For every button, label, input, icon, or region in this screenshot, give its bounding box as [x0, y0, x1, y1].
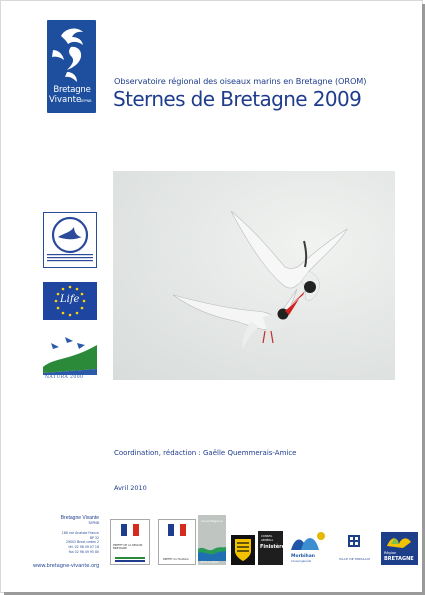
region-bretagne-emblem-icon: [381, 532, 418, 550]
address-line: tél. 02 98 49 07 18: [68, 545, 99, 550]
conseil-regional-logo: [198, 515, 226, 565]
coordination-credit: Coordination, rédaction : Gaëlle Quemmerais-Amice: [114, 449, 297, 457]
document-subtitle: Observatoire régional des oiseaux marins en Bretagne (OROM): [114, 76, 367, 86]
cover-photo: [113, 171, 395, 380]
region-bretagne-text: Région: [384, 551, 397, 555]
morbihan-logo: [287, 530, 329, 565]
address-line: 186 rue Anatole France: [61, 530, 99, 535]
natura-label: NATURA 2000: [45, 375, 84, 380]
morbihan-label: Morbihan: [291, 554, 315, 559]
bretagne-vivante-logo: [47, 20, 96, 113]
org-sub: SEPNB: [88, 521, 99, 525]
logo-text: Bretagne: [53, 85, 91, 95]
morlaix-emblem-icon: [339, 531, 369, 553]
cotes-armor-label: CÔTES D'ARMOR: [200, 561, 219, 564]
org-name: Bretagne Vivante: [60, 515, 99, 521]
prefet-region-logo: [110, 519, 150, 565]
tern-lower: [173, 289, 299, 349]
morlaix-logo: [339, 531, 369, 565]
conseil-regional-label: Conseil Régional: [201, 520, 223, 523]
natura-2000-logo: [43, 331, 97, 383]
life-label: Life: [60, 294, 80, 305]
website-link[interactable]: www.bretagne-vivante.org: [33, 563, 100, 569]
logo-text: Vivante: [49, 95, 82, 105]
address-line: fax 02 98 49 95 80: [68, 549, 99, 554]
tern-upper: [231, 211, 347, 305]
finistere-logo: [258, 531, 286, 565]
stripes-icon: [111, 556, 149, 564]
terns-illustration: [113, 171, 395, 380]
waves-icon: [198, 539, 226, 561]
document-title: Sternes de Bretagne 2009: [113, 87, 362, 111]
logo-text: SEPNB: [80, 99, 92, 103]
prefet-finistere-logo: [158, 519, 196, 565]
address-block: [43, 515, 99, 555]
publication-date: Avril 2010: [114, 484, 147, 492]
morbihan-emblem-icon: [287, 530, 329, 554]
region-bretagne-text: BRETAGNE: [384, 556, 414, 562]
finistere-text: Finistère: [260, 544, 286, 550]
morbihan-sub: Conseil général: [291, 560, 312, 563]
finistere-text: CONSEIL: [261, 535, 273, 538]
prefet-region-caption: PRÉFET DE LA RÉGION BRETAGNE: [113, 544, 143, 550]
marianne-icon: [159, 521, 195, 543]
finistere-text: GÉNÉRAL: [261, 539, 274, 542]
marianne-icon: [111, 521, 149, 543]
prefet-finistere-caption: PRÉFET du Finistère: [163, 558, 189, 561]
crest-icon: [231, 535, 255, 565]
life-eu-logo: [43, 282, 97, 320]
conseil-general-crest-logo: [231, 535, 255, 565]
region-bretagne-logo: [381, 532, 418, 565]
orom-logo: [43, 212, 97, 268]
morlaix-label: VILLE DE MORLAIX: [339, 557, 371, 561]
address-line: BP 32: [89, 535, 99, 540]
address-line: 29002 Brest cedex 2: [65, 540, 99, 545]
bird-logo-icon: [47, 20, 96, 86]
